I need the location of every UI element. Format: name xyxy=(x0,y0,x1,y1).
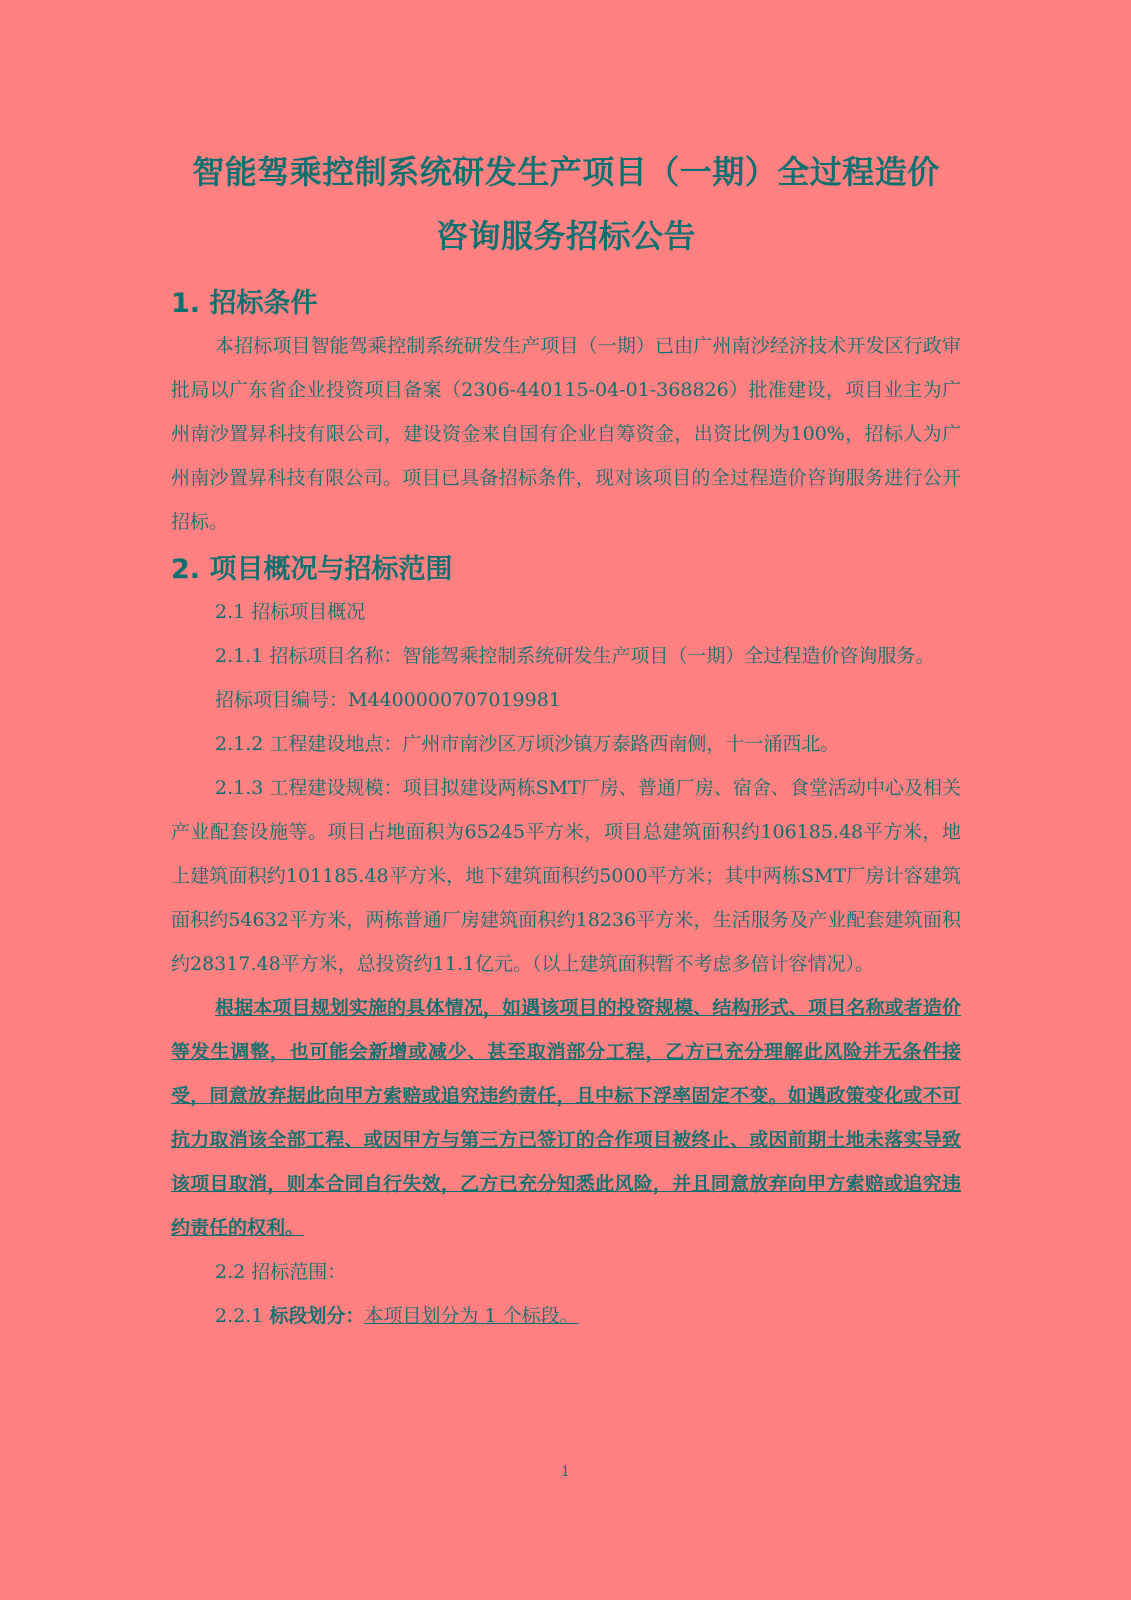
section-1-body: 本招标项目智能驾乘控制系统研发生产项目（一期）已由广州南沙经济技术开发区行政审批局以广东省企业投资项目备案（2306-440115-04-01-368826）批准建设，项目业主为广州南沙置昇科技有限公司，建设资金来自国有企业自筹资金，出资比例为100%，招标人为广州南沙置昇科技有限公司。项目已具备招标条件，现对该项目的全过程造价咨询服务进行公开招标。 xyxy=(171,335,961,533)
page-number: 1 xyxy=(561,1464,570,1480)
item-2-1-2: 2.1.2 工程建设地点：广州市南沙区万顷沙镇万泰路西南侧，十一涌西北。 xyxy=(215,733,840,755)
page-title xyxy=(171,140,961,268)
item-2-2-1-value: 本项目划分为 1 个标段。 xyxy=(364,1305,579,1327)
title-line-1: 智能驾乘控制系统研发生产项目（一期）全过程造价 xyxy=(192,153,940,191)
item-2-2-1 xyxy=(171,1294,961,1338)
item-2-2-1-number: 2.2.1 xyxy=(215,1305,270,1327)
section-2-heading: 2. 项目概况与招标范围 xyxy=(171,554,453,585)
item-2-1-1: 2.1.1 招标项目名称：智能驾乘控制系统研发生产项目（一期）全过程造价咨询服务。 xyxy=(215,645,935,667)
item-2-1-3: 2.1.3 工程建设规模：项目拟建设两栋SMT厂房、普通厂房、宿舍、食堂活动中心及相关产业配套设施等。项目占地面积为65245平方米，项目总建筑面积约106185.48平方米，地上建筑面积约101185.48平方米，地下建筑面积约5000平方米；其中两栋SMT厂房计容建筑面积约54632平方米，两栋普通厂房建筑面积约18236平方米，生活服务及产业配套建筑面积约28317.48平方米，总投资约11.1亿元。（以上建筑面积暂不考虑多倍计容情况）。 xyxy=(171,777,961,975)
section-1-heading: 1. 招标条件 xyxy=(171,288,318,319)
risk-notice: 根据本项目规划实施的具体情况，如遇该项目的投资规模、结构形式、项目名称或者造价等发生调整，也可能会新增或减少、甚至取消部分工程，乙方已充分理解此风险并无条件接受，同意放弃据此向甲方索赔或追究违约责任，且中标下浮率固定不变。如遇政策变化或不可抗力取消该全部工程、或因甲方与第三方已签订的合作项目被终止、或因前期土地未落实导致该项目取消，则本合同自行失效，乙方已充分知悉此风险，并且同意放弃向甲方索赔或追究违约责任的权利。 xyxy=(171,997,961,1239)
project-number: 招标项目编号：M4400000707019981 xyxy=(215,689,561,711)
title-line-2: 咨询服务招标公告 xyxy=(435,217,696,255)
page-content xyxy=(171,140,961,1338)
subsection-2-1: 2.1 招标项目概况 xyxy=(215,601,366,623)
subsection-2-2: 2.2 招标范围： xyxy=(215,1261,347,1283)
item-2-2-1-label: 标段划分： xyxy=(269,1305,365,1327)
